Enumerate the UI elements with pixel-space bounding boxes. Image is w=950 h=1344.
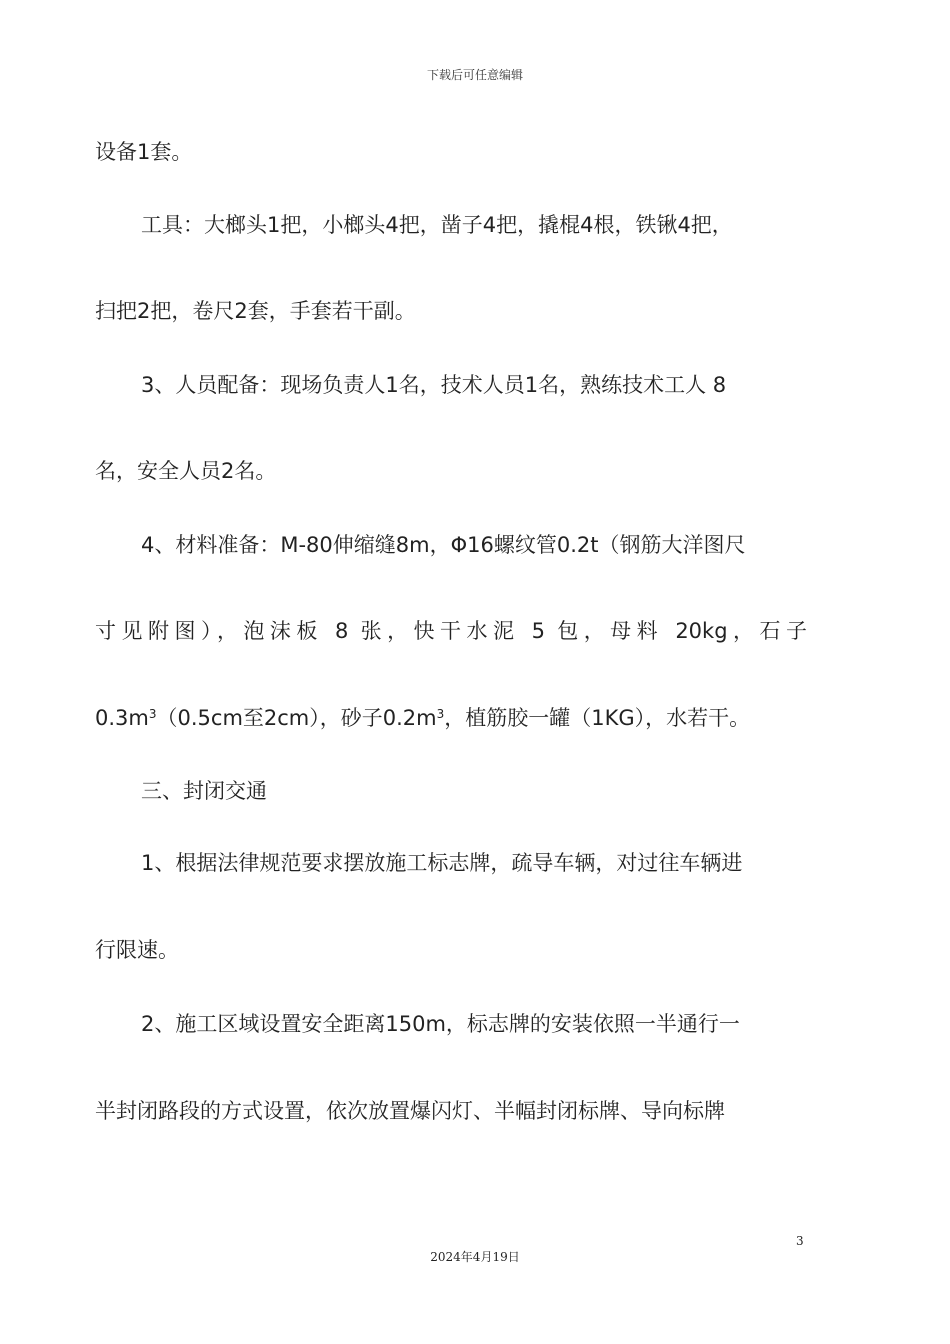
body-line: 半封闭路段的方式设置，依次放置爆闪灯、半幅封闭标牌、导向标牌 [95,1099,725,1123]
materials-text: ，植筋胶一罐（1KG），水若干。 [444,706,751,730]
body-line: 设备1套。 [95,140,193,164]
body-line: 1、根据法律规范要求摆放施工标志牌，疏导车辆，对过往车辆进 [141,851,743,875]
body-line: 2、施工区域设置安全距离150m，标志牌的安装依照一半通行一 [141,1012,740,1036]
body-line: 3、人员配备：现场负责人1名，技术人员1名，熟练技术工人 8 [141,373,727,397]
materials-text: （0.5cm至2cm），砂子0.2m [156,706,437,730]
page-header: 下载后可任意编辑 [426,68,523,82]
materials-line [95,703,807,733]
materials-text: 0.3m [95,706,149,730]
superscript: 3 [436,707,445,721]
body-line: 4、材料准备：M-80伸缩缝8m，Φ16螺纹管0.2t（钢筋大洋图尺 [141,533,746,557]
page-footer-date: 2024年4月19日 [430,1250,520,1264]
page-number: 3 [796,1234,804,1248]
section-heading: 三、封闭交通 [141,779,267,803]
body-line: 工具：大榔头1把，小榔头4把，凿子4把，撬棍4根，铁锹4把， [141,213,733,237]
body-line: 名，安全人员2名。 [95,459,277,483]
superscript: 3 [148,707,157,721]
body-line: 扫把2把，卷尺2套，手套若干副。 [95,299,416,323]
body-line: 行限速。 [95,938,179,962]
body-line: 寸见附图），泡沫板 8 张，快干水泥 5 包，母料 20kg，石子 [95,619,807,643]
